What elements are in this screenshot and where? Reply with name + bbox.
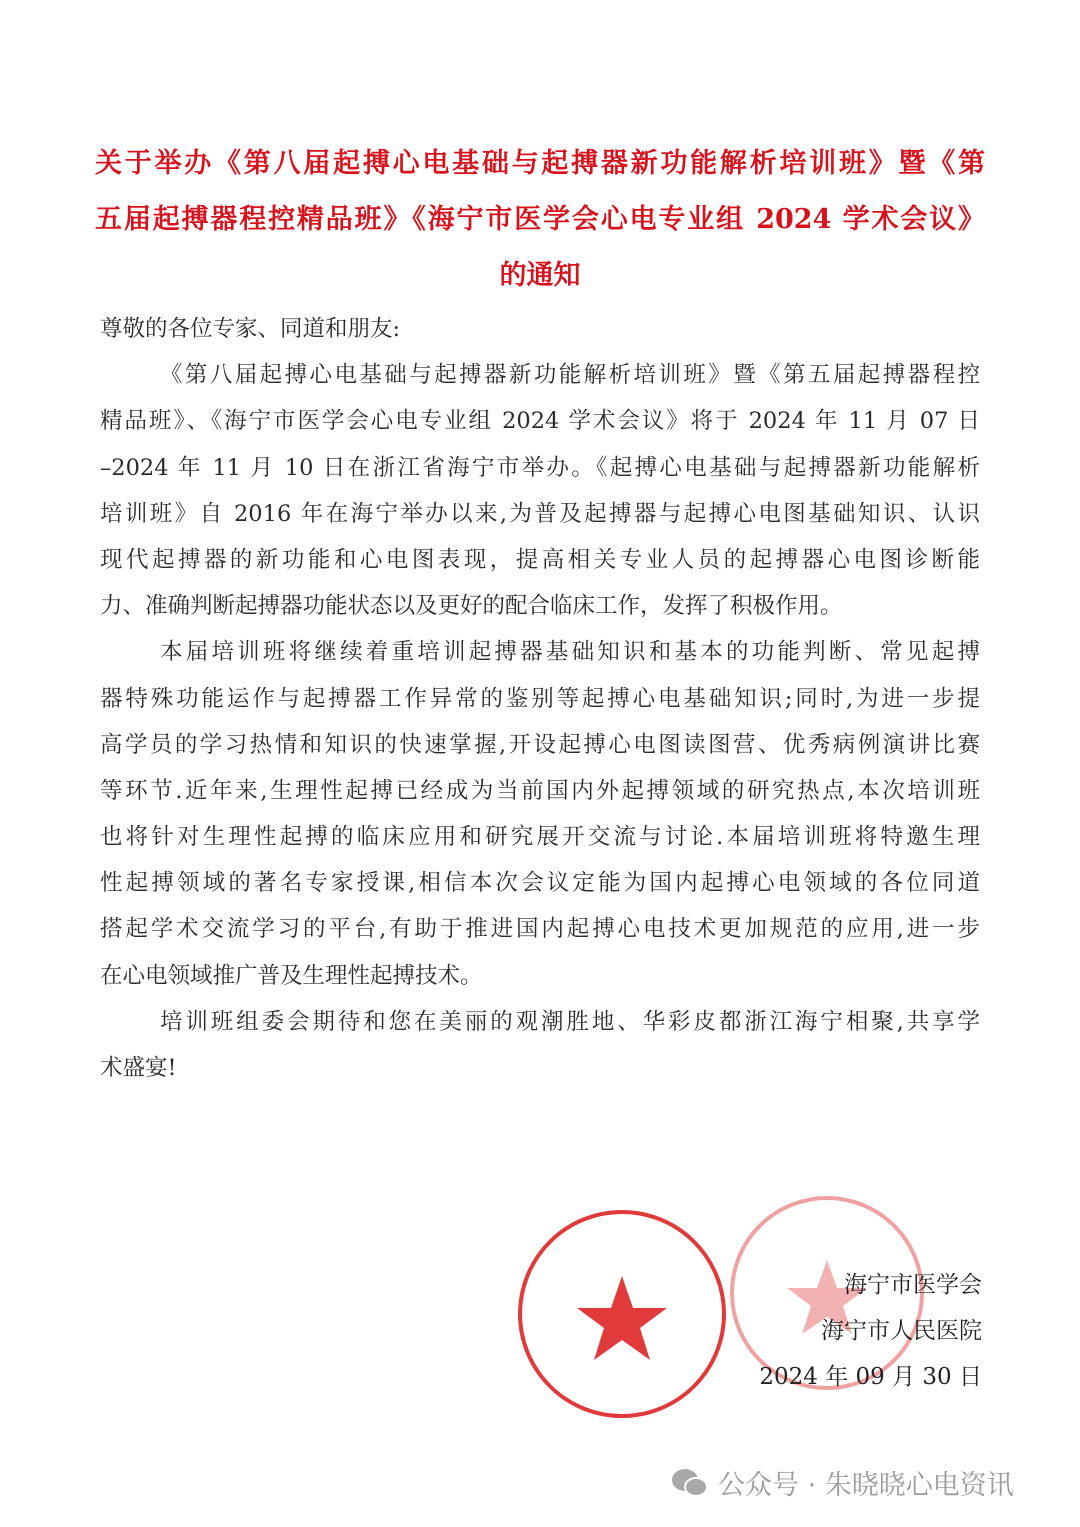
text-line: 精品班》、《海宁市医学会心电专业组 2024 学术会议》将于 2024 年 11 月 07 日 (100, 408, 980, 435)
text-line: 在心电领域推广普及生理性起搏技术。 (100, 962, 483, 989)
paragraph-1 (100, 352, 980, 629)
text-line: 术盛宴! (100, 1055, 177, 1081)
source-text: 公众号 · 朱晓晓心电资讯 (718, 1470, 1014, 1501)
salutation: 尊敬的各位专家、同道和朋友: (100, 316, 401, 342)
text-line: 培训班》自 2016 年在海宁举办以来,为普及起搏器与起搏心电图基础知识、认识 (100, 500, 980, 527)
paragraph-2 (100, 629, 980, 999)
text-line: 搭起学术交流学习的平台,有助于推进国内起搏心电技术更加规范的应用,进一步 (100, 916, 980, 943)
signature-block (759, 1262, 982, 1400)
text-line: 现代起搏器的新功能和心电图表现，提高相关专业人员的起搏器心电图诊断能 (100, 546, 980, 573)
text-line: 力、准确判断起搏器功能状态以及更好的配合临床工作，发挥了积极作用。 (100, 593, 843, 620)
signature-org-1: 海宁市医学会 (844, 1272, 982, 1298)
wechat-icon (670, 1467, 710, 1499)
star-icon (577, 1276, 667, 1360)
text-line: 《第八届起搏心电基础与起搏器新功能解析培训班》暨《第五届起搏器程控 (160, 362, 980, 389)
notice-title (95, 136, 985, 304)
source-watermark (670, 1463, 1014, 1502)
hospital-seal (518, 1210, 726, 1418)
text-line: 本届培训班将继续着重培训起搏器基础知识和基本的功能判断、常见起搏 (160, 639, 980, 666)
signature-date: 2024 年 09 月 30 日 (759, 1364, 982, 1390)
title-line-3: 的通知 (499, 260, 581, 291)
text-line: 也将针对生理性起搏的临床应用和研究展开交流与讨论.本届培训班将特邀生理 (100, 824, 980, 851)
signature-org-2: 海宁市人民医院 (821, 1318, 982, 1344)
text-line: 高学员的学习热情和知识的快速掌握,开设起搏心电图读图营、优秀病例演讲比赛 (100, 731, 980, 758)
text-line: 等环节.近年来,生理性起搏已经成为当前国内外起搏领域的研究热点,本次培训班 (100, 777, 980, 804)
text-line: –2024 年 11 月 10 日在浙江省海宁市举办。《起搏心电基础与起搏器新功能解析 (100, 454, 980, 481)
title-line-2: 五届起搏器程控精品班》《海宁市医学会心电专业组 2024 学术会议》 (95, 204, 985, 235)
text-line: 培训班组委会期待和您在美丽的观潮胜地、华彩皮都浙江海宁相聚,共享学 (160, 1008, 980, 1035)
notice-body (100, 306, 980, 1091)
title-line-1: 关于举办《第八届起搏心电基础与起搏器新功能解析培训班》暨《第 (95, 148, 985, 179)
paragraph-3 (100, 999, 980, 1091)
text-line: 性起搏领域的著名专家授课,相信本次会议定能为国内起搏心电领域的各位同道 (100, 870, 980, 897)
text-line: 器特殊功能运作与起搏器工作异常的鉴别等起搏心电基础知识;同时,为进一步提 (100, 685, 980, 712)
